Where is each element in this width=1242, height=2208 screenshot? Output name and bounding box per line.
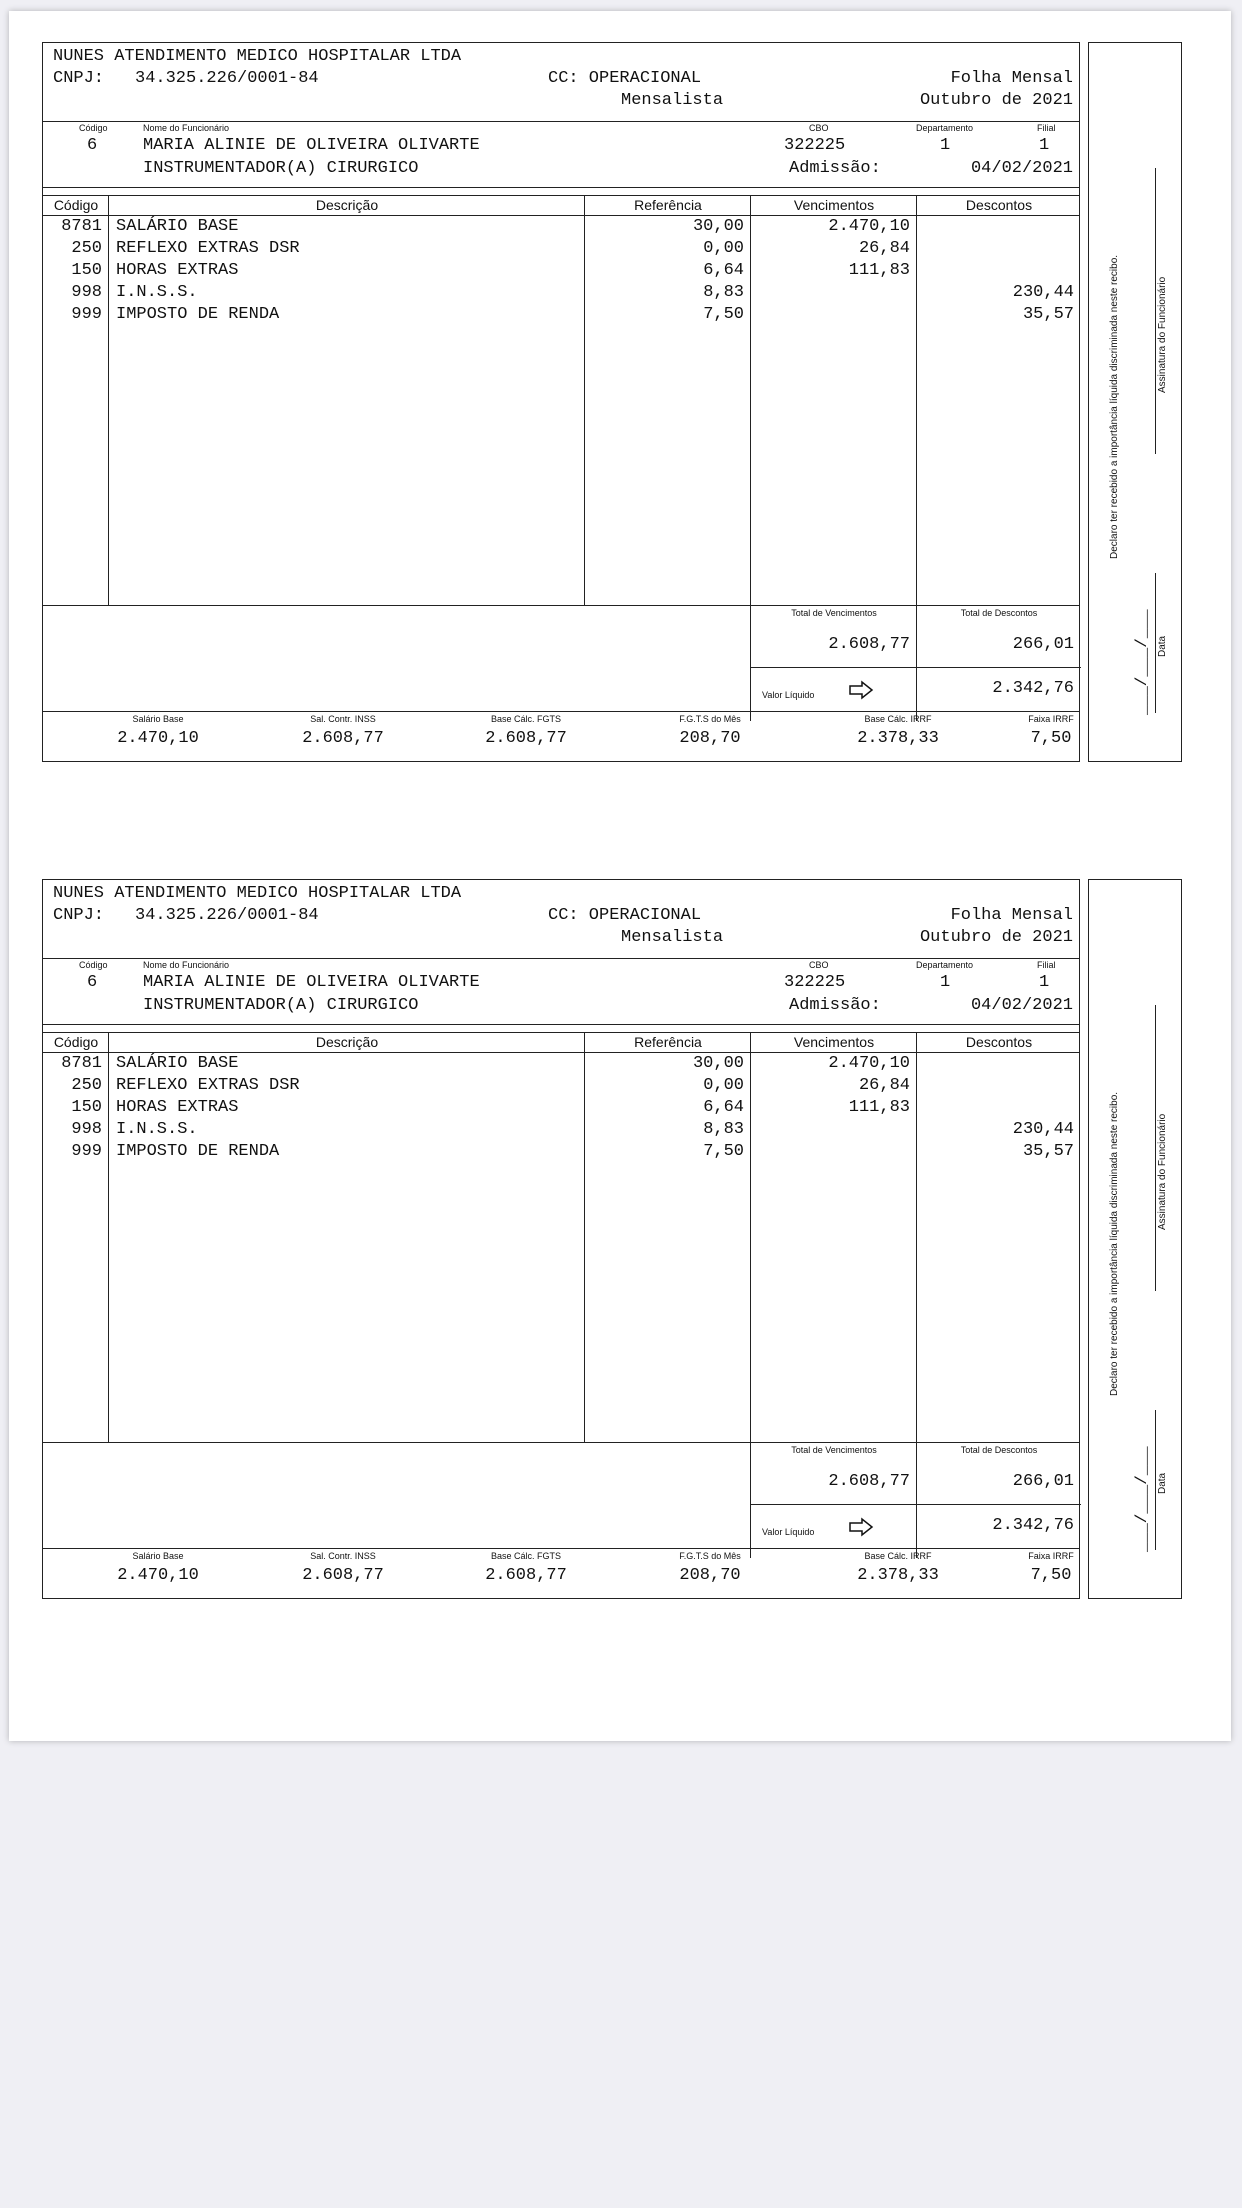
item-code: 998: [71, 283, 102, 302]
total-deductions-label: Total de Descontos: [960, 608, 1038, 618]
employee-cbo: 322225: [784, 973, 846, 992]
label-cbo: CBO: [809, 960, 829, 970]
label-filial: Filial: [1037, 960, 1056, 970]
payslip-copy-2: [42, 879, 1182, 1599]
employee-name: MARIA ALINIE DE OLIVEIRA OLIVARTE: [143, 136, 480, 155]
sheet-title: Folha Mensal: [950, 69, 1073, 88]
date-label: Data: [1157, 635, 1168, 657]
cnpj-label: CNPJ:: [53, 906, 105, 925]
right-arrow-icon: [848, 1517, 874, 1537]
item-description: IMPOSTO DE RENDA: [116, 1142, 280, 1161]
footer-value: 2.378,33: [857, 729, 939, 748]
item-earning: 26,84: [858, 1076, 910, 1095]
employee-type: Mensalista: [621, 91, 724, 110]
employee-role: INSTRUMENTADOR(A) CIRURGICO: [143, 159, 419, 178]
total-earnings-label: Total de Vencimentos: [791, 608, 877, 618]
declaration-text: Declaro ter recebido a importância líquida discriminada neste recibo.: [1109, 1091, 1120, 1396]
footer-label: F.G.T.S do Mês: [679, 714, 741, 724]
item-reference: 8,83: [703, 283, 744, 302]
employee-code: 6: [87, 136, 98, 155]
footer-value: 7,50: [1030, 729, 1072, 748]
item-description: SALÁRIO BASE: [116, 217, 239, 236]
declaration-text: Declaro ter recebido a importância líquida discriminada neste recibo.: [1109, 254, 1120, 559]
employee-branch: 1: [1039, 136, 1050, 155]
cnpj-value: 34.325.226/0001-84: [135, 906, 319, 925]
date-placeholder: ___/___/___: [1133, 1446, 1151, 1552]
label-departamento: Departamento: [916, 960, 974, 970]
sheet-period: Outubro de 2021: [919, 91, 1073, 110]
employee-department: 1: [940, 973, 951, 992]
item-deduction: 230,44: [1012, 1120, 1074, 1139]
item-reference: 30,00: [692, 217, 744, 236]
item-code: 999: [71, 305, 102, 324]
item-earning: 2.470,10: [828, 1054, 910, 1073]
footer-label: Faixa IRRF: [1028, 714, 1074, 724]
footer-label: Sal. Contr. INSS: [310, 714, 376, 724]
total-deductions: 266,01: [1012, 1472, 1074, 1491]
total-earnings-label: Total de Vencimentos: [791, 1445, 877, 1455]
footer-value: 2.608,77: [485, 729, 567, 748]
item-description: I.N.S.S.: [116, 283, 198, 302]
admission-date: 04/02/2021: [970, 159, 1073, 178]
employee-code: 6: [87, 973, 98, 992]
col-descricao: Descrição: [315, 1034, 379, 1050]
admission-date: 04/02/2021: [970, 996, 1073, 1015]
item-deduction: 35,57: [1022, 305, 1074, 324]
footer-label: Salário Base: [132, 714, 184, 724]
payslip-main: [42, 879, 1080, 1599]
net-value-label: Valor Líquido: [762, 690, 815, 700]
item-code: 8781: [61, 217, 102, 236]
cnpj-label: CNPJ:: [53, 69, 105, 88]
total-earnings: 2.608,77: [828, 1472, 910, 1491]
label-admissao: Admissão:: [789, 996, 881, 1015]
item-earning: 111,83: [848, 1098, 910, 1117]
col-codigo: Código: [53, 1034, 99, 1050]
item-earning: 26,84: [858, 239, 910, 258]
item-description: HORAS EXTRAS: [116, 261, 239, 280]
footer-label: Base Cálc. FGTS: [490, 714, 562, 724]
label-filial: Filial: [1037, 123, 1056, 133]
label-nome: Nome do Funcionário: [143, 123, 230, 133]
item-description: IMPOSTO DE RENDA: [116, 305, 280, 324]
footer-label: Base Cálc. FGTS: [490, 1551, 562, 1561]
sheet-title: Folha Mensal: [950, 906, 1073, 925]
company-name: NUNES ATENDIMENTO MEDICO HOSPITALAR LTDA: [53, 47, 462, 66]
item-reference: 30,00: [692, 1054, 744, 1073]
item-code: 998: [71, 1120, 102, 1139]
item-reference: 7,50: [703, 305, 744, 324]
company-name: NUNES ATENDIMENTO MEDICO HOSPITALAR LTDA: [53, 884, 462, 903]
footer-label: Faixa IRRF: [1028, 1551, 1074, 1561]
footer-label: Base Cálc. IRRF: [864, 1551, 932, 1561]
item-code: 999: [71, 1142, 102, 1161]
footer-value: 2.378,33: [857, 1566, 939, 1585]
footer-value: 2.470,10: [117, 1566, 199, 1585]
footer-label: F.G.T.S do Mês: [679, 1551, 741, 1561]
item-reference: 0,00: [703, 1076, 744, 1095]
item-description: REFLEXO EXTRAS DSR: [116, 1076, 300, 1095]
receipt-stub: [1088, 879, 1182, 1599]
footer-value: 7,50: [1030, 1566, 1072, 1585]
item-code: 150: [71, 1098, 102, 1117]
footer-value: 2.608,77: [302, 1566, 384, 1585]
net-value-label: Valor Líquido: [762, 1527, 815, 1537]
sheet-period: Outubro de 2021: [919, 928, 1073, 947]
footer-value: 2.608,77: [485, 1566, 567, 1585]
item-reference: 6,64: [703, 1098, 744, 1117]
item-reference: 6,64: [703, 261, 744, 280]
footer-value: 208,70: [679, 729, 741, 748]
label-admissao: Admissão:: [789, 159, 881, 178]
signature-line: [1155, 168, 1156, 454]
date-line: [1155, 573, 1156, 713]
employee-branch: 1: [1039, 973, 1050, 992]
signature-label: Assinatura do Funcionário: [1157, 276, 1168, 393]
item-deduction: 35,57: [1022, 1142, 1074, 1161]
employee-name: MARIA ALINIE DE OLIVEIRA OLIVARTE: [143, 973, 480, 992]
col-referencia: Referência: [634, 1034, 702, 1050]
item-description: SALÁRIO BASE: [116, 1054, 239, 1073]
employee-type: Mensalista: [621, 928, 724, 947]
right-arrow-icon: [848, 680, 874, 700]
cost-center: CC: OPERACIONAL: [548, 69, 702, 88]
item-description: REFLEXO EXTRAS DSR: [116, 239, 300, 258]
total-earnings: 2.608,77: [828, 635, 910, 654]
date-label: Data: [1157, 1472, 1168, 1494]
col-vencimentos: Vencimentos: [793, 1034, 875, 1050]
employee-department: 1: [940, 136, 951, 155]
footer-value: 2.470,10: [117, 729, 199, 748]
date-placeholder: ___/___/___: [1133, 609, 1151, 715]
total-deductions: 266,01: [1012, 635, 1074, 654]
cost-center: CC: OPERACIONAL: [548, 906, 702, 925]
item-reference: 7,50: [703, 1142, 744, 1161]
cnpj-value: 34.325.226/0001-84: [135, 69, 319, 88]
label-nome: Nome do Funcionário: [143, 960, 230, 970]
employee-role: INSTRUMENTADOR(A) CIRURGICO: [143, 996, 419, 1015]
item-description: HORAS EXTRAS: [116, 1098, 239, 1117]
total-deductions-label: Total de Descontos: [960, 1445, 1038, 1455]
footer-value: 208,70: [679, 1566, 741, 1585]
label-cbo: CBO: [809, 123, 829, 133]
receipt-stub: [1088, 42, 1182, 762]
payslip-copy-1: [42, 42, 1182, 762]
item-code: 8781: [61, 1054, 102, 1073]
item-reference: 8,83: [703, 1120, 744, 1139]
item-reference: 0,00: [703, 239, 744, 258]
label-codigo: Código: [79, 123, 108, 133]
footer-label: Sal. Contr. INSS: [310, 1551, 376, 1561]
label-codigo: Código: [79, 960, 108, 970]
footer-label: Base Cálc. IRRF: [864, 714, 932, 724]
page: [9, 11, 1231, 1741]
signature-label: Assinatura do Funcionário: [1157, 1113, 1168, 1230]
col-codigo: Código: [53, 197, 99, 213]
employee-cbo: 322225: [784, 136, 846, 155]
footer-label: Salário Base: [132, 1551, 184, 1561]
footer-value: 2.608,77: [302, 729, 384, 748]
col-vencimentos: Vencimentos: [793, 197, 875, 213]
item-code: 250: [71, 239, 102, 258]
item-description: I.N.S.S.: [116, 1120, 198, 1139]
item-code: 250: [71, 1076, 102, 1095]
item-code: 150: [71, 261, 102, 280]
col-descricao: Descrição: [315, 197, 379, 213]
item-deduction: 230,44: [1012, 283, 1074, 302]
col-descontos: Descontos: [965, 197, 1033, 213]
item-earning: 2.470,10: [828, 217, 910, 236]
date-line: [1155, 1410, 1156, 1550]
col-descontos: Descontos: [965, 1034, 1033, 1050]
net-value: 2.342,76: [992, 1516, 1074, 1535]
label-departamento: Departamento: [916, 123, 974, 133]
item-earning: 111,83: [848, 261, 910, 280]
signature-line: [1155, 1005, 1156, 1291]
payslip-main: [42, 42, 1080, 762]
net-value: 2.342,76: [992, 679, 1074, 698]
col-referencia: Referência: [634, 197, 702, 213]
